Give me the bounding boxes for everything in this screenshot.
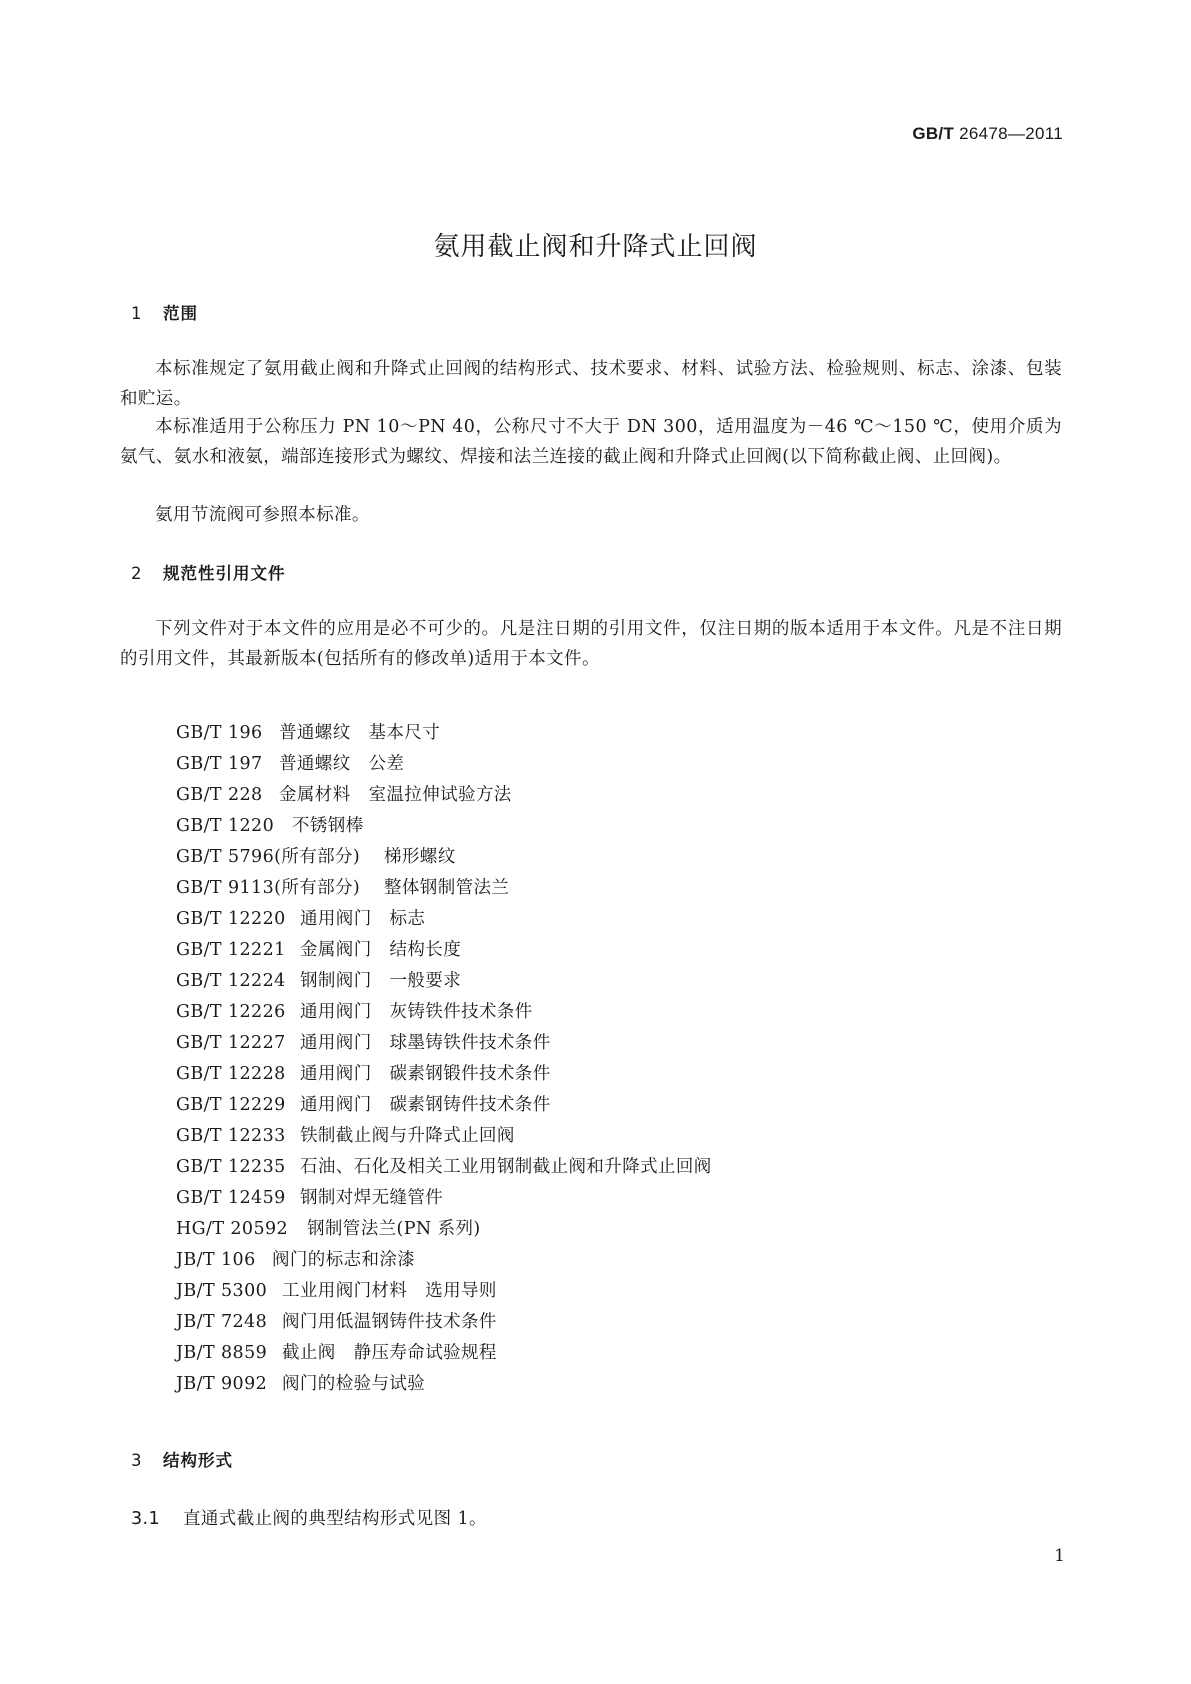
reference-title: 阀门的标志和涂漆 (272, 1250, 416, 1270)
document-title: 氨用截止阀和升降式止回阀 (433, 232, 758, 262)
reference-item (176, 997, 712, 1028)
reference-item (176, 1245, 712, 1276)
reference-item (176, 811, 712, 842)
reference-title: 钢制管法兰(PN 系列) (307, 1219, 481, 1239)
reference-code: GB/T 196 (176, 723, 263, 743)
reference-code: GB/T 12235 (176, 1157, 286, 1177)
reference-item (176, 935, 712, 966)
reference-title: 整体钢制管法兰 (384, 878, 510, 898)
page-number: 1 (1054, 1546, 1065, 1566)
reference-item (176, 1276, 712, 1307)
standard-code: GB/T (912, 124, 955, 143)
scope-paragraph-2: 本标准适用于公称压力 PN 10～PN 40，公称尺寸不大于 DN 300，适用温度为－46 ℃～150 ℃，使用介质为氨气、氨水和液氨，端部连接形式为螺纹、焊接和法兰连接的截止阀和升降式止回阀(以下简称截止阀、止回阀)。 (120, 417, 1062, 467)
reference-title: 截止阀 静压寿命试验规程 (282, 1343, 497, 1363)
reference-item (176, 1338, 712, 1369)
section-2-heading (131, 560, 286, 584)
reference-code: HG/T 20592 (176, 1219, 289, 1239)
reference-title: 普通螺纹 基本尺寸 (279, 723, 441, 743)
reference-item (176, 1152, 712, 1183)
reference-code: JB/T 5300 (176, 1281, 268, 1301)
reference-item (176, 1214, 712, 1245)
references-intro: 下列文件对于本文件的应用是必不可少的。凡是注日期的引用文件，仅注日期的版本适用于本文件。凡是不注日期的引用文件，其最新版本(包括所有的修改单)适用于本文件。 (120, 619, 1062, 669)
reference-item (176, 1028, 712, 1059)
reference-item (176, 966, 712, 997)
reference-item (176, 1369, 712, 1400)
reference-title: 通用阀门 球墨铸铁件技术条件 (300, 1033, 551, 1053)
reference-title: 金属阀门 结构长度 (300, 940, 462, 960)
standard-number (912, 124, 1063, 144)
reference-title: 通用阀门 灰铸铁件技术条件 (300, 1002, 533, 1022)
section-title: 范围 (163, 304, 198, 323)
reference-item (176, 904, 712, 935)
reference-code: JB/T 9092 (176, 1374, 268, 1394)
reference-code: JB/T 7248 (176, 1312, 268, 1332)
reference-item (176, 1183, 712, 1214)
reference-title: 钢制阀门 一般要求 (300, 971, 462, 991)
reference-code: GB/T 12229 (176, 1095, 286, 1115)
reference-code: GB/T 12459 (176, 1188, 286, 1208)
section-1-heading (131, 300, 198, 324)
section-number: 2 (131, 564, 143, 583)
reference-item (176, 780, 712, 811)
reference-code: GB/T 9113(所有部分) (176, 878, 361, 898)
section-title: 规范性引用文件 (163, 564, 286, 583)
scope-paragraph-3: 氨用节流阀可参照本标准。 (155, 505, 370, 525)
reference-item (176, 718, 712, 749)
reference-title: 普通螺纹 公差 (279, 754, 405, 774)
reference-code: GB/T 12227 (176, 1033, 286, 1053)
section-number: 3 (131, 1451, 143, 1470)
reference-code: GB/T 12224 (176, 971, 286, 991)
reference-title: 通用阀门 碳素钢铸件技术条件 (300, 1095, 551, 1115)
reference-list (176, 718, 712, 1400)
reference-code: GB/T 1220 (176, 816, 275, 836)
reference-code: GB/T 5796(所有部分) (176, 847, 361, 867)
reference-item (176, 1307, 712, 1338)
reference-item (176, 1059, 712, 1090)
reference-code: JB/T 8859 (176, 1343, 268, 1363)
reference-title: 不锈钢棒 (292, 816, 364, 836)
reference-code: GB/T 12226 (176, 1002, 286, 1022)
reference-title: 铁制截止阀与升降式止回阀 (300, 1126, 515, 1146)
clause-3-1 (131, 1505, 487, 1530)
reference-code: GB/T 12228 (176, 1064, 286, 1084)
section-3-heading (131, 1447, 233, 1471)
reference-code: GB/T 12233 (176, 1126, 286, 1146)
reference-title: 阀门用低温钢铸件技术条件 (282, 1312, 497, 1332)
reference-item (176, 1121, 712, 1152)
clause-number: 3.1 (131, 1509, 161, 1529)
reference-code: GB/T 228 (176, 785, 263, 805)
section-title: 结构形式 (163, 1451, 233, 1470)
reference-item (176, 1090, 712, 1121)
reference-title: 通用阀门 碳素钢锻件技术条件 (300, 1064, 551, 1084)
reference-title: 石油、石化及相关工业用钢制截止阀和升降式止回阀 (300, 1157, 712, 1177)
clause-text: 直通式截止阀的典型结构形式见图 1。 (183, 1509, 487, 1529)
reference-title: 梯形螺纹 (384, 847, 456, 867)
reference-title: 钢制对焊无缝管件 (300, 1188, 444, 1208)
reference-title: 阀门的检验与试验 (282, 1374, 426, 1394)
standard-year: 26478—2011 (959, 124, 1063, 143)
reference-code: GB/T 12221 (176, 940, 286, 960)
reference-title: 通用阀门 标志 (300, 909, 426, 929)
reference-item (176, 842, 712, 873)
reference-item (176, 873, 712, 904)
reference-title: 工业用阀门材料 选用导则 (282, 1281, 497, 1301)
reference-item (176, 749, 712, 780)
scope-paragraph-1: 本标准规定了氨用截止阀和升降式止回阀的结构形式、技术要求、材料、试验方法、检验规则、标志、涂漆、包装和贮运。 (120, 359, 1062, 409)
reference-code: GB/T 197 (176, 754, 263, 774)
reference-title: 金属材料 室温拉伸试验方法 (279, 785, 512, 805)
reference-code: JB/T 106 (176, 1250, 256, 1270)
section-number: 1 (131, 304, 143, 323)
reference-code: GB/T 12220 (176, 909, 286, 929)
